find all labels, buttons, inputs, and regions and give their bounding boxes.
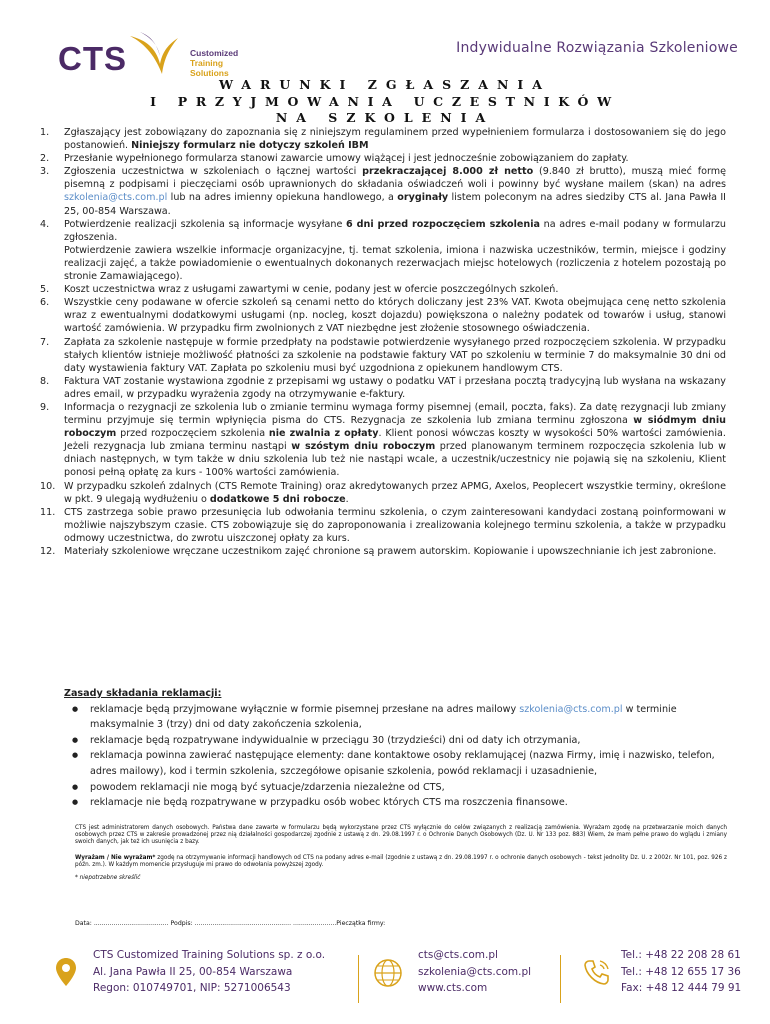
footer-divider	[358, 955, 359, 1003]
company-ids: Regon: 010749701, NIP: 5271006543	[93, 982, 291, 994]
rule-text-part: Faktura VAT zostanie wystawiona zgodnie z przepisami wg ustawy o podatku VAT i przesłana pocztą tradycyjną lub wysłana na wskazany adres email, w przypadku wyrażenia zgody na otrzymywanie e-faktury.	[64, 375, 726, 400]
rule-text	[64, 126, 726, 152]
rule-number: 7.	[40, 336, 50, 348]
list-item	[64, 780, 726, 796]
rule-number: 2.	[40, 153, 50, 165]
rule-text-part: na adres e-mail podany w formularzu zgłoszenia.	[64, 218, 726, 243]
footer-divider	[560, 955, 561, 1003]
footer	[0, 945, 770, 1024]
rule-highlight: w szóstym dniu roboczym	[291, 441, 436, 453]
rule-text-part: .	[345, 493, 349, 505]
rule-text-part: lub na adres imienny opiekuna handlowego, a	[167, 192, 398, 204]
rule-item	[40, 401, 726, 480]
email-link[interactable]: szkolenia@cts.com.pl	[64, 192, 168, 204]
rule-number: 8.	[40, 375, 50, 387]
rule-number: 1.	[40, 127, 50, 138]
rule-text-part: Wszystkie ceny podawane w ofercie szkoleń są cenami netto do których doliczany jest 23% VAT. Kwota obejmująca cenę netto szkolenia wraz z ewentualnymi dodatkowymi usługami (np. nocleg, koszt dojazdu) powiększona o należny podatek od towarów i usług, stanowi wartość zamówienia. W przypadku firm zwolnionych z VAT niezbędne jest złożenie stosownego oświadczenia.	[64, 297, 726, 335]
rule-text	[64, 218, 726, 283]
list-item	[64, 702, 726, 733]
rule-item	[40, 126, 726, 152]
doc-title-line-2: I PRZYJMOWANIA UCZESTNIKÓW	[150, 94, 620, 109]
globe-icon	[372, 957, 404, 989]
logo-sub-line: Customized	[190, 48, 239, 58]
rule-text-part: Koszt uczestnictwa wraz z usługami zawartymi w cenie, podany jest w ofercie poszczególnych szkoleń.	[64, 284, 559, 296]
rule-text	[64, 480, 726, 506]
consent-choice[interactable]: Wyrażam / Nie wyrażam*	[75, 855, 156, 861]
email-link[interactable]: cts@cts.com.pl	[418, 949, 498, 961]
reclamation-list	[64, 702, 726, 811]
tagline: Indywidualne Rozwiązania Szkoleniowe	[456, 40, 738, 56]
gdpr-notice: CTS jest administratorem danych osobowych. Państwa dane zawarte w formularzu będą wykorzystane przez CTS wyłącznie do celów związanych z realizacją zamówienia. Wyrażam zgodę na przetwarzanie moich danych osobowych przez CTS w zakresie prowadzonej przez nią działalności gospodarczej zgodnie z ustawą z dn. 29.08.1997 r. o Ochronie Danych Osobowych (Dz. U. Nr 133 poz. 883) Wiem, że mam pełne prawo do wglądu i zmiany swoich danych, jak też ich usunięcia z bazy.	[75, 825, 727, 846]
header	[0, 0, 770, 85]
company-address: Al. Jana Pawła II 25, 00-854 Warszawa	[93, 965, 293, 978]
rule-highlight: nie zwalnia z opłaty	[268, 428, 379, 440]
list-item-text: reklamacje nie będą rozpatrywane w przypadku osób wobec których CTS ma roszczenia finansowe.	[90, 797, 568, 809]
rule-text-part: Zgłoszenia uczestnictwa w szkoleniach o łącznej wartości	[64, 166, 363, 178]
phone-number[interactable]: Tel.: +48 22 208 28 61	[621, 949, 741, 961]
rule-text	[64, 165, 726, 217]
rule-item	[40, 296, 726, 335]
rule-highlight: przekraczającej 8.000 zł netto	[362, 166, 534, 178]
contact-emails	[418, 947, 531, 997]
signature-line[interactable]: Data: ...................................... Podpis: ................................................. ......................Pieczątka firmy:	[75, 920, 386, 927]
rule-text-part: Materiały szkoleniowe wręczane uczestnikom zajęć chronione są prawem autorskim. Kopiowanie i upowszechnianie ich jest zabronione.	[64, 546, 717, 557]
rule-text-part: Potwierdzenie realizacji szkolenia są informacje wysyłane	[64, 218, 347, 230]
rule-item	[40, 336, 726, 375]
rule-number: 6.	[40, 297, 50, 309]
rule-text-part: listem poleconym na adres siedziby CTS al. Jana Pawła II 25, 00-854 Warszawa.	[64, 192, 726, 217]
rule-number: 11.	[40, 506, 56, 518]
logo-sub-line: Solutions	[190, 68, 229, 78]
rule-text-part: Przesłanie wypełnionego formularza stanowi zawarcie umowy wiążącej i jest jednocześnie zobowiązaniem do zapłaty.	[64, 153, 629, 165]
doc-title-line-1: WARUNKI ZGŁASZANIA	[219, 77, 551, 92]
footnote: * niepotrzebne skreślić	[75, 875, 141, 881]
rule-item	[40, 283, 726, 296]
consent-text: zgodę na otrzymywanie informacji handlowych od CTS na podany adres e-mail (zgodnie z ustawą z dn. 29.08.1997 r. o ochronie danych osobowych - tekst jednolity Dz. U. z 2002r. Nr 101, poz. 926 z późn. zm.). W każdym momencie przysługuje mi prawo do odwołania powyższej zgody.	[75, 855, 727, 869]
rule-text-part: (9.840 zł brutto), muszą mieć formę pisemną z podpisami i pieczęciami osób uprawnionych do składania oświadczeń woli i powinny być wysłane mailem (skan) na adres	[64, 166, 726, 191]
rule-number: 4.	[40, 218, 50, 230]
logo-subtitle	[190, 48, 238, 78]
rule-text	[64, 545, 726, 558]
contact-phones	[621, 947, 741, 997]
rule-number: 5.	[40, 284, 50, 296]
list-item-text: reklamacje będą rozpatrywane indywidualnie w przeciągu 30 (trzydzieści) dni od daty ich otrzymania,	[90, 734, 581, 746]
list-item-text: w terminie maksymalnie 3 (trzy) dni od daty zakończenia szkolenia,	[90, 703, 677, 731]
rule-highlight: 6 dni przed rozpoczęciem szkolenia	[346, 218, 541, 230]
rule-item	[40, 165, 726, 217]
rule-text-part: Informacja o rezygnacji ze szkolenia lub o zmianie terminu wymaga formy pisemnej (email, poczta, faks). Za datę rezygnacji lub zmiany terminu przyjmuje się termin wpłynięcia pisma do CTS. Rezygnacja ze szkolenia lub zmiana terminu zgłoszona	[64, 401, 726, 427]
website-link[interactable]: www.cts.com	[418, 982, 488, 994]
rule-highlight: oryginały	[397, 192, 449, 204]
rule-text	[64, 296, 726, 335]
rule-number: 3.	[40, 166, 50, 178]
list-item-text: reklamacja powinna zawierać następujące elementy: dane kontaktowe osoby reklamującej (nazwa Firmy, imię i nazwisko, telefon, adres mailowy), kod i termin szkolenia, szczegółowe opisanie szkolenia, powód reklamacji i uzasadnienie,	[90, 750, 715, 777]
list-item-text: reklamacje będą przyjmowane wyłącznie w formie pisemnej przesłane na adres mailowy	[90, 703, 520, 715]
list-item-text: powodem reklamacji nie mogą być sytuacje/zdarzenia niezależne od CTS,	[90, 781, 445, 793]
rule-text-part: przed planowanym terminem rozpoczęcia szkolenia lub w dniach następnych, w tym także w dniu szkolenia lub też nie nastąpi wcale, a uczestnik/uczestnicy nie pojawią się na szkoleniu, Klient ponosi pełną opłatę za kurs - 100% wartości zamówienia.	[64, 441, 726, 479]
rule-highlight: dodatkowe 5 dni robocze	[209, 493, 346, 505]
company-info	[93, 947, 325, 997]
company-name: CTS Customized Training Solutions sp. z o.o.	[93, 949, 326, 961]
rule-text-part: CTS zastrzega sobie prawo przesunięcia lub odwołania terminu szkolenia, o czym zainteresowani kandydaci zostaną poinformowani w możliwie najszybszym czasie. CTS zobowiązuje się do zaproponowania i zrealizowania kolejnego terminu szkolenia, a także w przypadku odmowy uczestnictwa, do zwrotu uiszczonej opłaty za kurs.	[64, 506, 726, 544]
rule-item	[40, 218, 726, 283]
list-item	[64, 795, 726, 811]
rule-item	[40, 375, 726, 401]
doc-title-line-3: NA SZKOLENIA	[275, 110, 495, 125]
fax-number[interactable]: Fax: +48 12 444 79 91	[621, 982, 742, 994]
rule-text-part: . Klient ponosi wówczas koszty w wysokości 50% wartości zamówienia. Jeżeli rezygnacja lub zmiana terminu nastąpi	[64, 428, 726, 453]
rule-text	[64, 506, 726, 545]
rule-item	[40, 152, 726, 165]
rule-text-part: Zgłaszający jest zobowiązany do zapoznania się z niniejszym regulaminem przed wypełnieniem formularza i dostosowaniem się do jego postanowień.	[64, 127, 726, 152]
rules-list	[40, 126, 726, 558]
logo-text: CTS	[58, 40, 127, 77]
logo-sub-line: Training	[190, 58, 224, 68]
rule-text	[64, 283, 726, 296]
rule-text-part: W przypadku szkoleń zdalnych (CTS Remote Training) oraz akredytowanych przez APMG, Axelos, Peoplecert wszystkie terminy, określone w pkt. 9 ulegają wydłużeniu o	[64, 480, 726, 505]
rule-text-part: Zapłata za szkolenie następuje w formie przedpłaty na podstawie potwierdzenie wysyłanego przed rozpoczęciem szkolenia. W przypadku stałych klientów istnieje możliwość płatności za szkolenie na podstawie faktury VAT po szkoleniu w terminie 7 do maksymalnie 30 dni od daty wystawienia faktury VAT. Zapłata po szkoleniu musi być uzgodniona z opiekunem handlowym CTS.	[64, 336, 726, 374]
phone-number[interactable]: Tel.: +48 12 655 17 36	[621, 965, 741, 978]
rule-text-part: przed rozpoczęciem szkolenia	[116, 428, 269, 440]
email-link[interactable]: szkolenia@cts.com.pl	[519, 703, 623, 715]
rule-text	[64, 336, 726, 375]
rule-item	[40, 480, 726, 506]
list-item	[64, 748, 726, 779]
reclamation-section	[64, 686, 726, 811]
marketing-consent	[75, 855, 727, 869]
rule-item	[40, 545, 726, 558]
rule-number: 9.	[40, 401, 50, 413]
logo-swoosh-icon	[126, 30, 186, 78]
rule-number: 10.	[40, 480, 56, 492]
phone-icon	[582, 957, 612, 987]
rule-item	[40, 506, 726, 545]
rule-highlight: Niniejszy formularz nie dotyczy szkoleń IBM	[131, 140, 369, 152]
rule-text	[64, 152, 726, 165]
location-pin-icon	[55, 957, 77, 987]
rule-text	[64, 401, 726, 480]
list-item	[64, 733, 726, 749]
email-link[interactable]: szkolenia@cts.com.pl	[418, 965, 532, 978]
rule-number: 12.	[40, 546, 56, 557]
rule-text	[64, 375, 726, 401]
reclamation-title: Zasady składania reklamacji:	[64, 688, 222, 699]
rule-highlight: w siódmym dniu roboczym	[64, 415, 726, 440]
rule-text-part: Potwierdzenie zawiera wszelkie informacje organizacyjne, tj. temat szkolenia, imiona i nazwiska uczestników, termin, miejsce i godziny realizacji zajęć, a także powiadomienie o ewentualnych dokonanych rezerwacjach miejsc hotelowych (rozliczenia z hotelem pozostają po stronie Zamawiającego).	[64, 244, 726, 283]
